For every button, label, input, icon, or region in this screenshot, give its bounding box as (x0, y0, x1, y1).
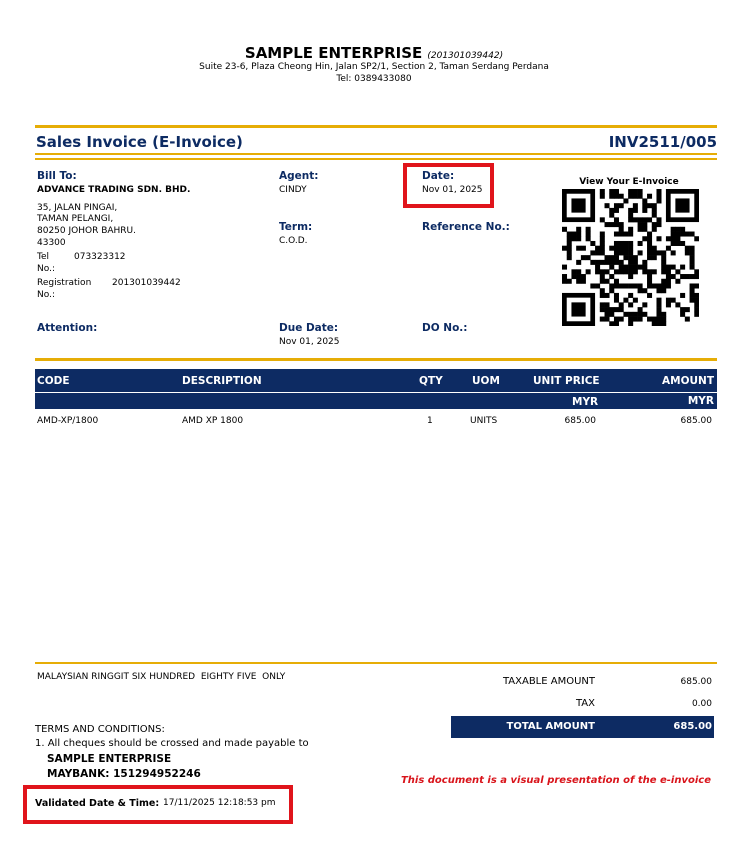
amount-in-words: MALAYSIAN RINGGIT SIX HUNDRED EIGHTY FIVE ONLY (37, 672, 286, 682)
taxable-amount-label: TAXABLE AMOUNT (502, 676, 595, 687)
company-tel: Tel: 0389433080 (336, 74, 412, 84)
tax-value: 0.00 (691, 699, 712, 709)
visual-presentation-note: This document is a visual presentation of the e-invoice (400, 775, 711, 786)
row-code: AMD-XP/1800 (37, 416, 99, 426)
row-qty: 1 (427, 416, 433, 426)
row-unit-price: 685.00 (564, 416, 596, 426)
term-value: C.O.D. (279, 236, 308, 246)
taxable-amount-value: 685.00 (680, 677, 712, 687)
validated-value: 17/11/2025 12:18:53 pm (163, 798, 276, 808)
col-unit-price-header: UNIT PRICE (533, 375, 600, 387)
invoice-number: INV2511/005 (608, 133, 717, 151)
col-description-header: DESCRIPTION (182, 375, 262, 387)
row-uom: UNITS (470, 416, 498, 426)
total-amount-value: 685.00 (673, 721, 712, 732)
tax-label: TAX (575, 698, 595, 709)
qr-caption: View Your E-Invoice (579, 177, 679, 187)
bill-to-tel: 073323312 (74, 252, 126, 262)
divider-details-bottom (35, 358, 717, 361)
row-description: AMD XP 1800 (182, 416, 244, 426)
agent-value: CINDY (279, 185, 307, 195)
bill-to-name: ADVANCE TRADING SDN. BHD. (37, 185, 191, 195)
col-uom-header: UOM (472, 375, 500, 387)
bill-to-tel-label-2: No.: (37, 264, 55, 274)
divider-top (35, 125, 717, 128)
unit-price-currency: MYR (572, 396, 599, 408)
amount-currency: MYR (687, 395, 714, 407)
terms-bank: MAYBANK: 151294952246 (47, 768, 201, 780)
col-qty-header: QTY (419, 375, 443, 387)
company-header (0, 43, 748, 62)
date-value: Nov 01, 2025 (422, 185, 483, 195)
bill-to-tel-label: Tel (37, 252, 50, 262)
row-amount: 685.00 (680, 416, 712, 426)
divider-title-bottom-2 (35, 158, 717, 160)
bill-to-address-1: 35, JALAN PINGAI, (37, 203, 118, 213)
bill-to-reg-label: Registration (37, 278, 92, 288)
total-amount-label: TOTAL AMOUNT (506, 721, 595, 732)
company-address: Suite 23-6, Plaza Cheong Hin, Jalan SP2/1, Section 2, Taman Serdang Perdana (199, 62, 549, 72)
table-header-currency-bar (35, 393, 717, 409)
bill-to-address-2: TAMAN PELANGI, (37, 214, 114, 224)
attention-label: Attention: (37, 322, 98, 334)
bill-to-label: Bill To: (37, 170, 77, 182)
bill-to-address-4: 43300 (37, 238, 66, 248)
qr-code-icon[interactable] (562, 189, 699, 326)
reference-label: Reference No.: (422, 221, 510, 233)
term-label: Term: (279, 221, 313, 233)
company-name: SAMPLE ENTERPRISE (244, 44, 423, 62)
bill-to-reg-label-2: No.: (37, 290, 55, 300)
terms-line-1: 1. All cheques should be crossed and made payable to (35, 738, 309, 749)
date-highlight-box (403, 163, 494, 208)
col-code-header: CODE (37, 375, 70, 387)
bill-to-reg: 201301039442 (112, 278, 181, 288)
due-date-value: Nov 01, 2025 (279, 337, 340, 347)
document-title: Sales Invoice (E-Invoice) (36, 133, 243, 151)
divider-title-bottom (35, 153, 717, 155)
col-amount-header: AMOUNT (662, 375, 714, 387)
terms-title: TERMS AND CONDITIONS: (35, 724, 165, 735)
bill-to-address-3: 80250 JOHOR BAHRU. (37, 226, 136, 236)
do-no-label: DO No.: (422, 322, 468, 334)
date-label: Date: (422, 170, 455, 182)
agent-label: Agent: (279, 170, 319, 182)
due-date-label: Due Date: (279, 322, 339, 334)
table-header-bar (35, 369, 717, 392)
company-reg-no: (201301039442) (427, 51, 504, 61)
terms-payee: SAMPLE ENTERPRISE (47, 753, 172, 765)
divider-footer (35, 662, 717, 664)
validated-label: Validated Date & Time: (35, 798, 160, 809)
